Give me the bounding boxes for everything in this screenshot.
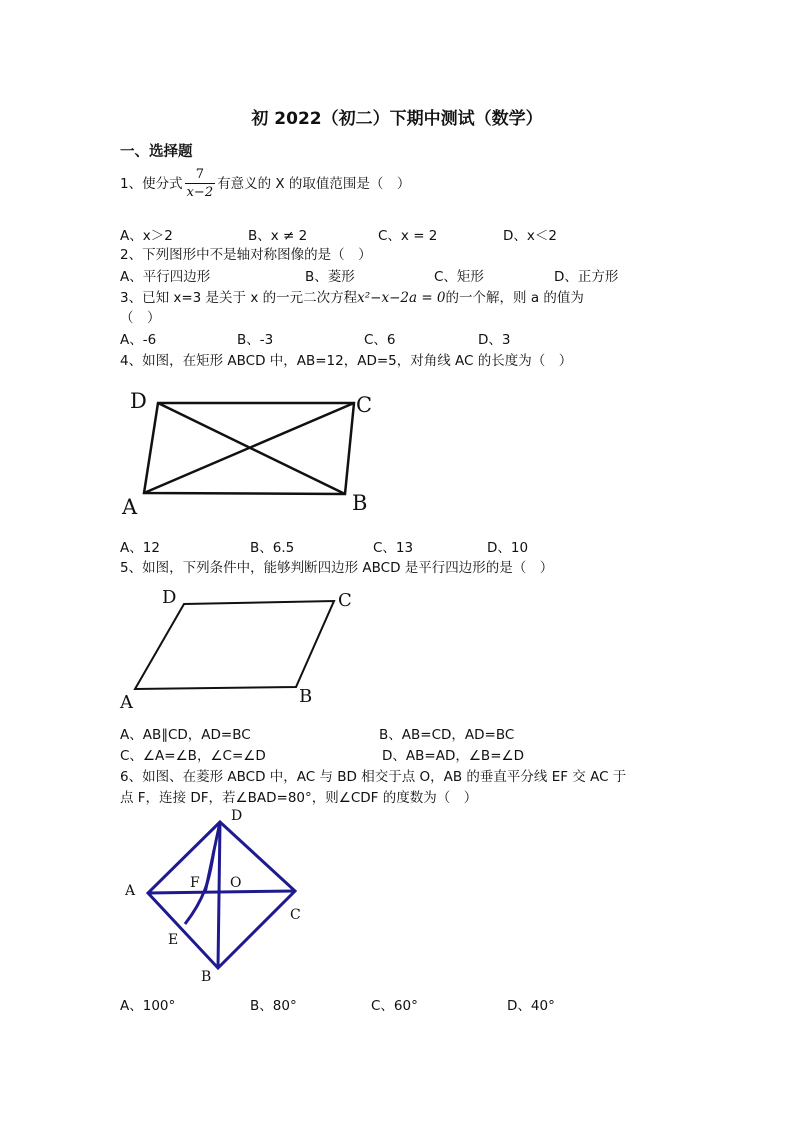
q6-option-c: C、60° <box>371 998 418 1014</box>
q2-option-a: A、平行四边形 <box>120 269 211 285</box>
q4-label-d: D <box>130 389 147 413</box>
q5-option-b: B、AB=CD，AD=BC <box>379 727 515 743</box>
rhombus-figure <box>118 805 318 990</box>
q6-option-d: D、40° <box>507 998 555 1014</box>
question-3 <box>120 286 584 306</box>
q1-option-b: B、x ≠ 2 <box>248 228 308 244</box>
q5-label-b: B <box>299 686 313 707</box>
page-title: 初 2022（初二）下期中测试（数学） <box>251 109 543 129</box>
q3-option-d: D、3 <box>478 332 511 348</box>
rectangle-figure <box>118 378 388 523</box>
parallelogram-outline <box>135 601 334 689</box>
q2-option-c: C、矩形 <box>434 269 484 285</box>
q6-label-b: B <box>201 969 212 985</box>
q6-label-e: E <box>168 932 179 948</box>
question-4: 4、如图，在矩形 ABCD 中，AB=12，AD=5，对角线 AC 的长度为（ ） <box>120 353 573 369</box>
q5-label-c: C <box>338 590 352 611</box>
diagonal-ac <box>148 891 295 893</box>
question-5: 5、如图，下列条件中，能够判断四边形 ABCD 是平行四边形的是（ ） <box>120 560 554 576</box>
q1-denominator: x−2 <box>186 185 214 200</box>
q4-label-c: C <box>356 393 373 417</box>
q3-option-c: C、6 <box>364 332 396 348</box>
q1-numerator: 7 <box>195 167 204 182</box>
q6-label-f: F <box>190 875 200 891</box>
q1-option-d: D、x＜2 <box>503 228 557 244</box>
q4-option-d: D、10 <box>487 540 529 556</box>
diagonal-bd <box>158 403 345 494</box>
q5-label-a: A <box>120 692 133 713</box>
q3-prefix: 3、已知 x=3 是关于 x 的一元二次方程 <box>120 290 358 306</box>
question-2: 2、下列图形中不是轴对称图像的是（ ） <box>120 247 372 263</box>
q5-option-a: A、AB∥CD，AD=BC <box>120 727 251 743</box>
q3-answer-parens: （ ） <box>120 310 161 326</box>
q5-option-d: D、AB=AD，∠B=∠D <box>382 748 525 764</box>
parallelogram-figure <box>118 583 368 713</box>
q1-suffix: 有意义的 X 的取值范围是（ ） <box>217 176 411 192</box>
q3-option-b: B、-3 <box>237 332 274 348</box>
q6-option-a: A、100° <box>120 998 176 1014</box>
q1-prefix: 1、使分式 <box>120 176 183 192</box>
q4-option-b: B、6.5 <box>250 540 295 556</box>
q2-option-d: D、正方形 <box>554 269 619 285</box>
q1-option-c: C、x = 2 <box>378 228 438 244</box>
q6-label-a: A <box>125 883 136 899</box>
q4-option-c: C、13 <box>373 540 414 556</box>
q6-option-b: B、80° <box>250 998 297 1014</box>
question-6-line-2: 点 F，连接 DF，若∠BAD=80°，则∠CDF 的度数为（ ） <box>120 790 478 806</box>
question-1 <box>120 167 410 201</box>
q6-label-c: C <box>290 907 301 923</box>
question-6-line-1: 6、如图、在菱形 ABCD 中，AC 与 BD 相交于点 O，AB 的垂直平分线 EF 交 AC 于 <box>120 769 627 785</box>
q6-label-o: O <box>230 875 242 891</box>
q5-label-d: D <box>162 587 177 608</box>
q2-option-b: B、菱形 <box>305 269 355 285</box>
q5-option-c: C、∠A=∠B，∠C=∠D <box>120 748 266 764</box>
q4-option-a: A、12 <box>120 540 160 556</box>
q1-option-a: A、x＞2 <box>120 228 173 244</box>
section-heading: 一、选择题 <box>120 144 193 160</box>
q3-equation: x²−x−2a = 0 <box>357 290 446 306</box>
rectangle-lines <box>144 403 354 494</box>
q3-option-a: A、-6 <box>120 332 157 348</box>
q1-fraction <box>185 167 216 201</box>
q4-label-a: A <box>122 495 138 519</box>
q3-suffix: 的一个解，则 a 的值为 <box>445 290 584 306</box>
q4-label-b: B <box>352 491 368 515</box>
diagonal-bd <box>218 822 220 968</box>
q6-label-d: D <box>231 808 243 824</box>
